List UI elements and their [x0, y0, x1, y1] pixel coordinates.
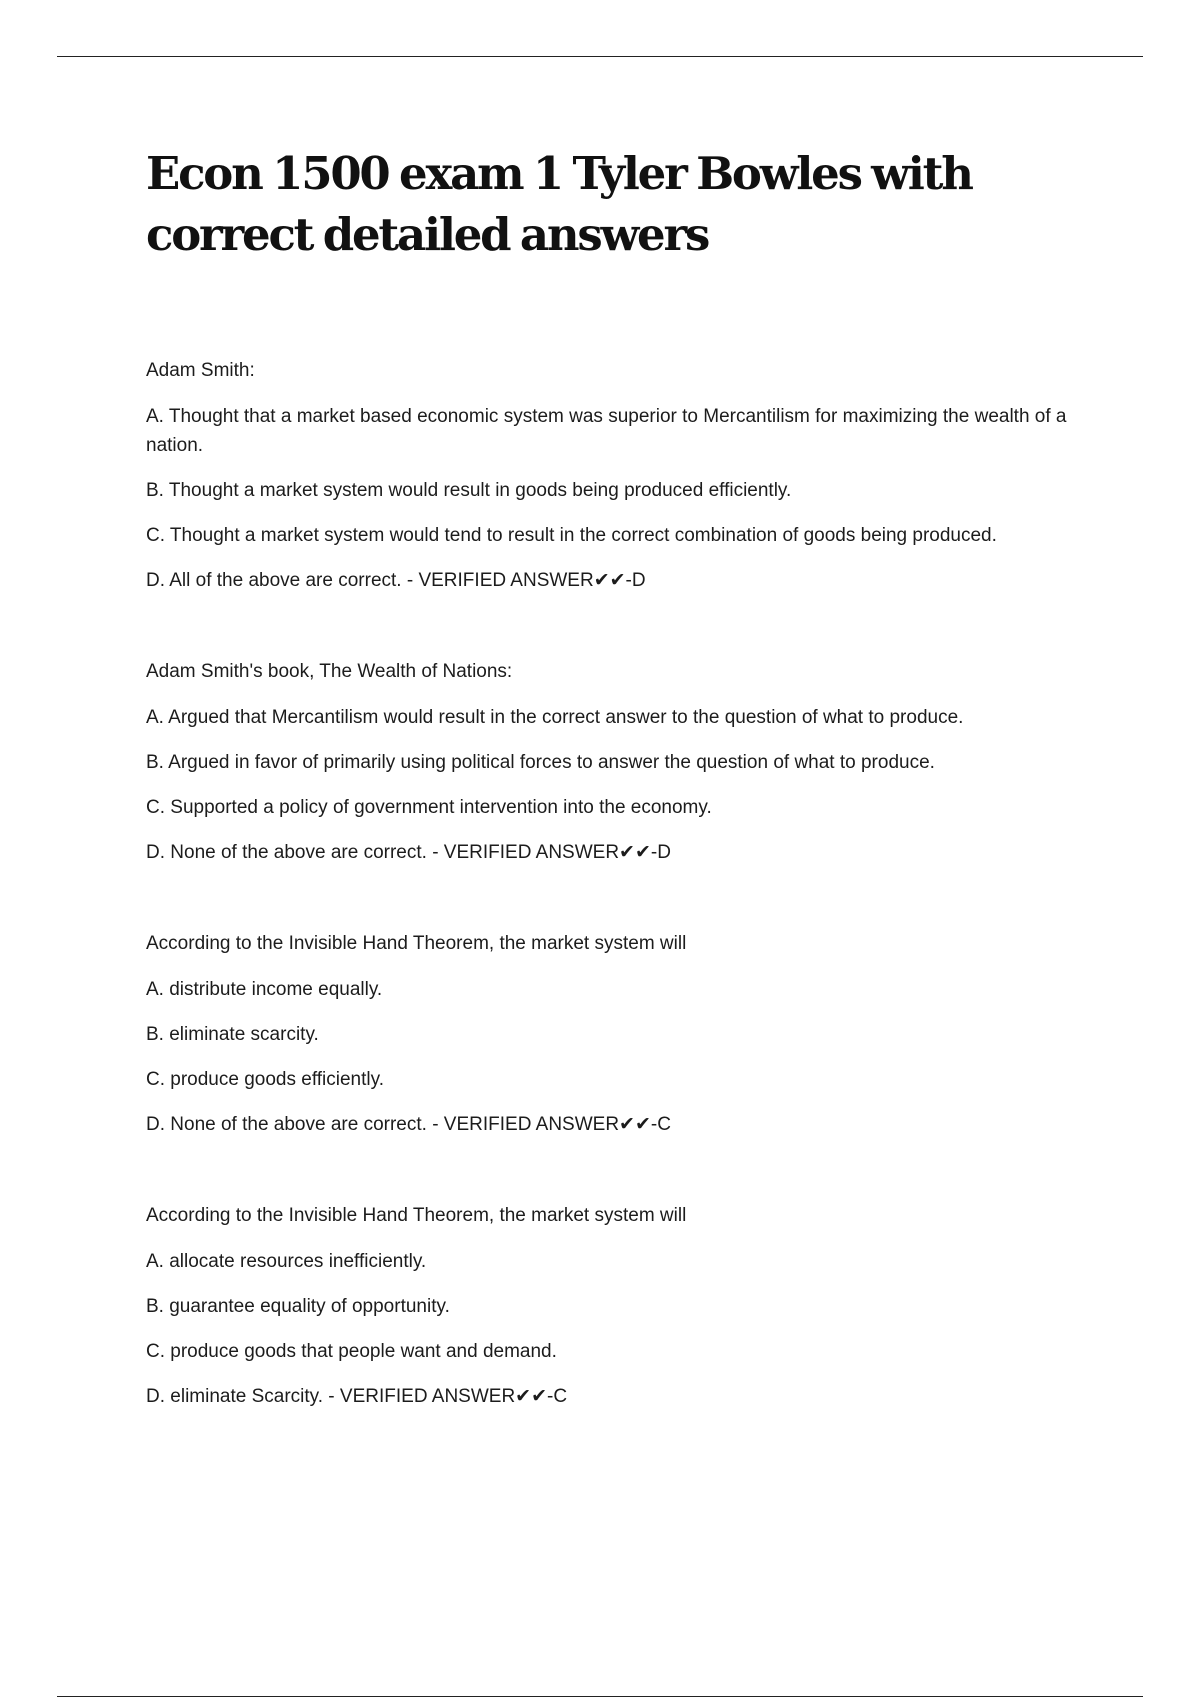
question-1 — [146, 356, 1086, 595]
document-title: Econ 1500 exam 1 Tyler Bowles with correct detailed answers — [146, 147, 972, 261]
option-c: C. Thought a market system would tend to result in the correct combination of goods being produced. — [146, 525, 997, 546]
question-stem: According to the Invisible Hand Theorem, the market system will — [146, 933, 687, 954]
top-rule — [57, 56, 1143, 57]
option-c: C. Supported a policy of government intervention into the economy. — [146, 797, 712, 818]
option-d-verified-answer: D. None of the above are correct. - VERIFIED ANSWER✔✔-D — [146, 842, 671, 863]
option-b: B. eliminate scarcity. — [146, 1024, 319, 1045]
question-stem: Adam Smith: — [146, 360, 255, 381]
option-b: B. Argued in favor of primarily using political forces to answer the question of what to produce. — [146, 752, 935, 773]
option-d-verified-answer: D. None of the above are correct. - VERIFIED ANSWER✔✔-C — [146, 1114, 671, 1135]
option-a: A. distribute income equally. — [146, 979, 383, 1000]
option-c: C. produce goods efficiently. — [146, 1069, 384, 1090]
option-b: B. guarantee equality of opportunity. — [146, 1296, 450, 1317]
question-3 — [146, 929, 1086, 1139]
bottom-rule — [57, 1696, 1143, 1697]
option-d-verified-answer: D. eliminate Scarcity. - VERIFIED ANSWER✔✔-C — [146, 1386, 568, 1407]
question-4 — [146, 1201, 1086, 1411]
option-d-verified-answer: D. All of the above are correct. - VERIFIED ANSWER✔✔-D — [146, 570, 646, 591]
question-2 — [146, 657, 1086, 867]
question-stem: According to the Invisible Hand Theorem, the market system will — [146, 1205, 687, 1226]
question-list — [146, 356, 1086, 1473]
option-a: A. Argued that Mercantilism would result in the correct answer to the question of what to produce. — [146, 707, 964, 728]
option-a: A. Thought that a market based economic system was superior to Mercantilism for maximizing the wealth of a nation. — [146, 406, 1067, 456]
option-c: C. produce goods that people want and demand. — [146, 1341, 557, 1362]
option-a: A. allocate resources inefficiently. — [146, 1251, 427, 1272]
option-b: B. Thought a market system would result in goods being produced efficiently. — [146, 480, 792, 501]
question-stem: Adam Smith's book, The Wealth of Nations: — [146, 661, 513, 682]
